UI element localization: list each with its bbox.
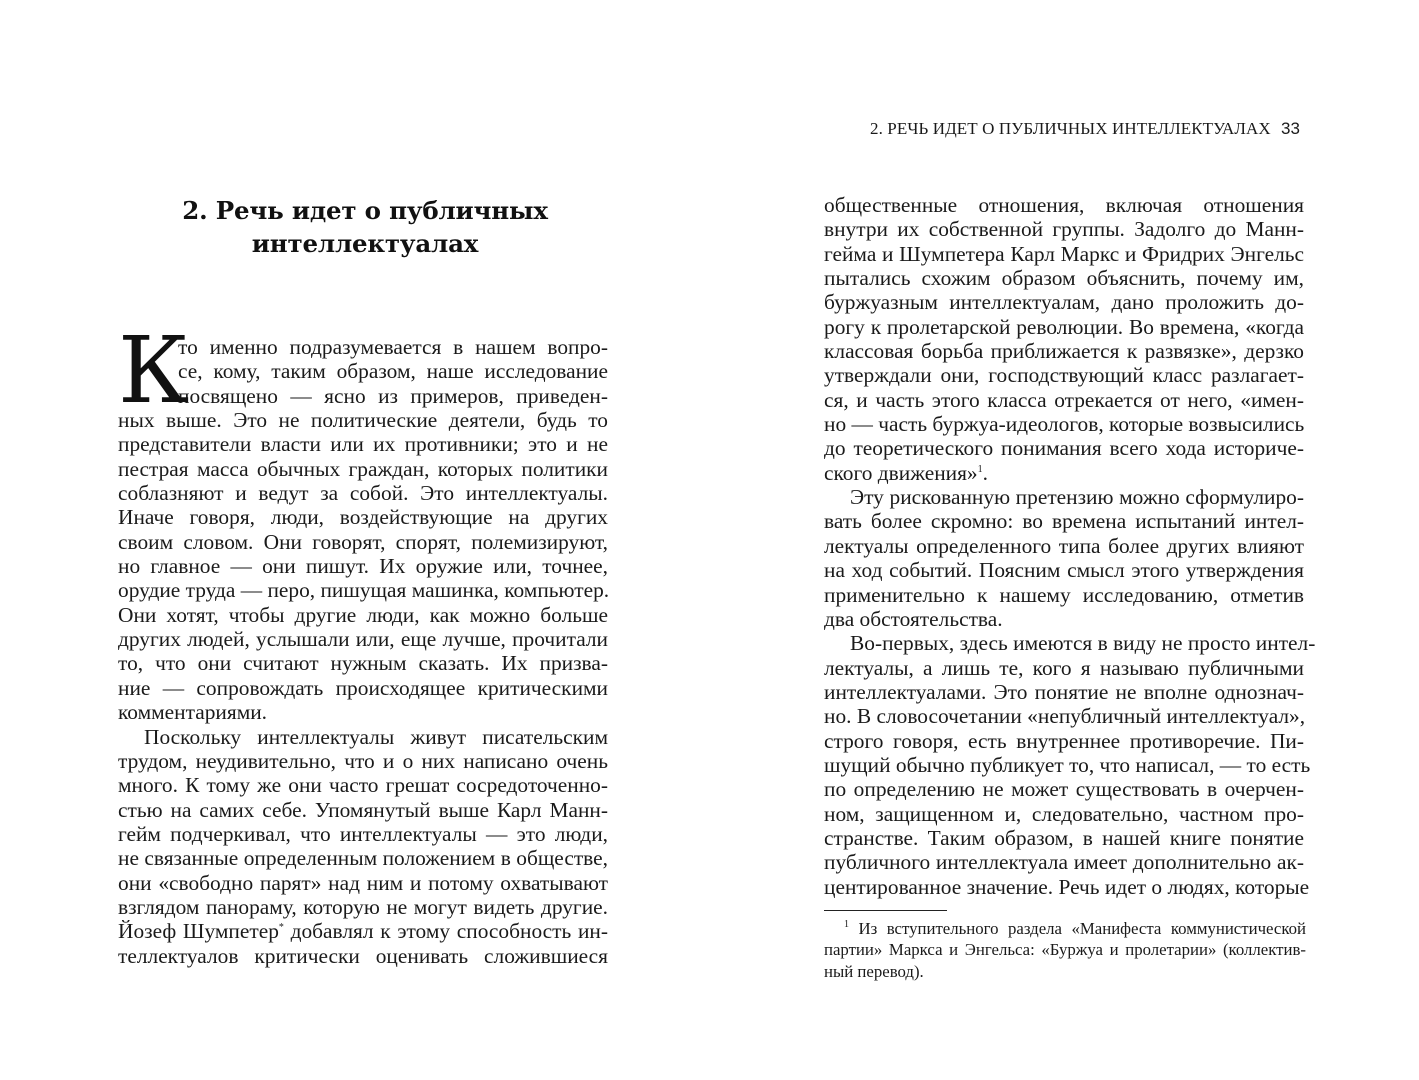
paragraph-1: [118, 317, 610, 725]
text-line: орудие труда — перо, пишущая машинка, компьютер.: [118, 578, 610, 603]
text-line: центированное значение. Речь идет о людях, которые: [824, 874, 1310, 899]
text-line: представители власти или их противники; это и не: [118, 432, 608, 457]
text-line: то именно подразумевается в нашем вопро-: [178, 335, 608, 359]
text-line: то, что они считают нужным сказать. Их призва-: [118, 651, 608, 676]
text-line: пестрая масса обычных граждан, которых политики: [118, 456, 608, 481]
left-page: [0, 0, 709, 1080]
line-trailing: .: [982, 460, 988, 485]
left-body-text: [118, 317, 610, 968]
paragraph-4: [824, 631, 1316, 899]
text-line: пытались схожим образом объяснить, почему им,: [824, 266, 1304, 291]
text-line: внутри их собственной группы. Задолго до Манн-: [824, 217, 1304, 242]
text-line: теллектуалов критически оценивать сложившиеся: [118, 943, 608, 968]
text-line: Эту рискованную претензию можно сформулиро-: [850, 485, 1304, 510]
text-line: интеллектуалами. Это понятие не вполне однознач-: [824, 679, 1304, 704]
page-number: 33: [1281, 119, 1300, 138]
chapter-title-line-2: интеллектуалах: [251, 229, 479, 258]
chapter-title-line-1: 2. Речь идет о публичных: [182, 196, 548, 225]
footnote-marker-asterisk[interactable]: *: [278, 922, 284, 934]
text-line: ном, защищенном и, следовательно, частном про-: [824, 801, 1304, 826]
paragraph-continued: [824, 193, 1304, 485]
text-line: ся, и часть этого класса отрекается от него, «имен-: [824, 387, 1304, 412]
text-line: стью на самих себе. Упомянутый выше Карл Манн-: [118, 797, 608, 822]
footnote-line: партии» Маркса и Энгельса: «Буржуа и пролетарии» (коллектив-: [824, 940, 1306, 960]
text-line: лектуалы, а лишь те, кого я называю публичными: [824, 655, 1304, 680]
text-line: классовая борьба приближается к развязке», дерзко: [824, 339, 1304, 364]
text-line-with-footnote: [824, 461, 1304, 485]
text-line: лектуалы определенного типа более других влияют: [824, 533, 1304, 558]
text-line: странстве. Таким образом, в нашей книге понятие: [824, 825, 1304, 850]
text-line: строго говоря, есть внутреннее противоречие. Пи-: [824, 728, 1304, 753]
footnote-divider: [824, 910, 947, 911]
text-line: Во-первых, здесь имеются в виду не просто интел-: [850, 631, 1316, 656]
text-line: по определению не может существовать в очерчен-: [824, 777, 1304, 802]
text-line: публичного интеллектуала имеет дополнительно ак-: [824, 850, 1304, 875]
line-start: Йозеф Шумпетер: [118, 919, 279, 944]
text-line: шущий обычно публикует то, что написал, — то есть: [824, 752, 1311, 777]
line-text: ского движения»: [824, 460, 978, 485]
text-line: не связанные определенным положением в обществе,: [118, 846, 608, 871]
text-line: но — часть буржуа-идеологов, которые возвысились: [824, 412, 1305, 437]
footnote-text: Из вступительного раздела «Манифеста коммунистической: [858, 919, 1306, 938]
footnote-number: 1: [844, 919, 849, 930]
text-line: ных выше. Это не политические деятели, будь то: [118, 408, 608, 433]
text-line: комментариями.: [118, 700, 268, 725]
text-line: своим словом. Они говорят, спорят, полемизируют,: [118, 529, 608, 554]
text-line: но. В словосочетании «непубличный интеллектуал»,: [824, 704, 1306, 729]
footnote-1: [824, 918, 1306, 982]
text-line: Они хотят, чтобы другие люди, как можно больше: [118, 602, 608, 627]
text-line: но главное — они пишут. Их оружие или, точнее,: [118, 554, 608, 579]
text-line: взглядом панораму, которую не могут видеть другие.: [118, 894, 608, 919]
text-line: Поскольку интеллектуалы живут писательским: [144, 724, 608, 749]
text-line: гейма и Шумпетера Карл Маркс и Фридрих Энгельс: [824, 241, 1304, 266]
text-line: вать более скромно: во времена испытаний интел-: [824, 509, 1304, 534]
chapter-title: [120, 194, 610, 260]
text-line: соблазняют и ведут за собой. Это интеллектуалы.: [118, 481, 608, 506]
text-line: трудом, неудивительно, что и о них написано очень: [118, 748, 608, 773]
text-line: се, кому, таким образом, наше исследование: [178, 359, 608, 384]
text-line-with-footnote: [118, 919, 608, 943]
text-line: применительно к нашему исследованию, отметив: [824, 582, 1304, 607]
paragraph-2: [118, 725, 608, 968]
text-line: общественные отношения, включая отношения: [824, 193, 1304, 217]
text-line: рогу к пролетарской революции. Во времена, «когда: [824, 314, 1304, 339]
line-end: добавлял к этому способность ин-: [290, 919, 608, 944]
text-line: много. К тому же они часто грешат сосредоточенно-: [118, 773, 608, 798]
text-line: два обстоятельства.: [824, 606, 1003, 631]
right-body-text: [824, 193, 1316, 899]
paragraph-3: [824, 485, 1304, 631]
text-line: ние — сопровождать происходящее критическими: [118, 675, 608, 700]
text-line: они «свободно парят» над ним и потому охватывают: [118, 870, 608, 895]
footnote-ref-1[interactable]: 1: [977, 463, 983, 475]
text-line: других людей, услышали или, еще лучше, прочитали: [118, 627, 608, 652]
text-line: буржуазным интеллектуалам, дано проложить до-: [824, 290, 1304, 315]
footnote-line: ный перевод).: [824, 961, 924, 981]
running-head: 2. РЕЧЬ ИДЕТ О ПУБЛИЧНЫХ ИНТЕЛЛЕКТУАЛАХ: [870, 119, 1271, 138]
footnote-line: [824, 918, 1306, 939]
text-line: до теоретического понимания всего хода историче-: [824, 436, 1304, 461]
text-line: посвящено — ясно из примеров, приведен-: [178, 383, 608, 408]
text-line: Иначе говоря, люди, воздействующие на других: [118, 505, 608, 530]
text-line: утверждали они, господствующий класс разлагает-: [824, 363, 1304, 388]
text-line: гейм подчеркивал, что интеллектуалы — это люди,: [118, 821, 608, 846]
text-line: на ход событий. Поясним смысл этого утверждения: [824, 558, 1304, 583]
drop-cap: К: [118, 317, 190, 424]
